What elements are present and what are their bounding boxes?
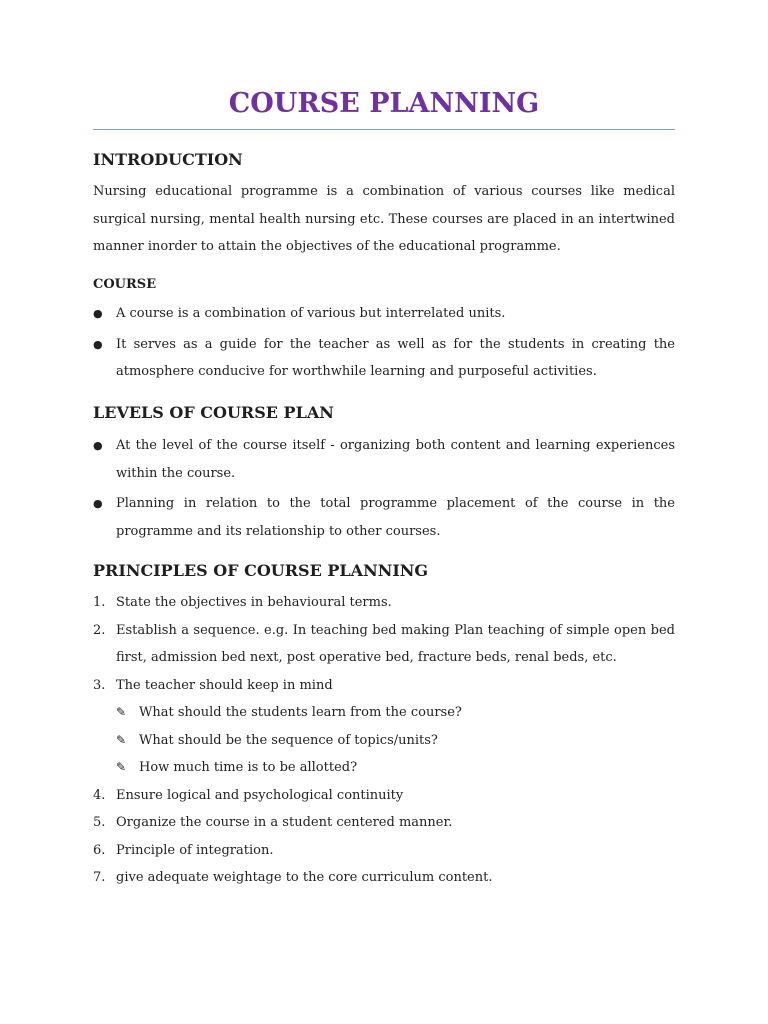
list-item — [93, 589, 675, 617]
sub-list-item-text: What should the students learn from the course? — [139, 705, 462, 720]
item-number: 4. — [93, 787, 106, 803]
sub-list-item-text: What should be the sequence of topics/units? — [139, 732, 438, 748]
list-item-text: Principle of integration. — [116, 842, 274, 858]
levels-list — [93, 432, 675, 545]
list-item-text: The teacher should keep in mind — [116, 677, 333, 693]
sub-list-item — [93, 699, 675, 727]
item-number: 6. — [93, 842, 106, 858]
list-item-text: State the objectives in behavioural terms. — [116, 595, 392, 610]
list-item — [93, 331, 675, 386]
list-item — [93, 782, 675, 810]
bullet-icon: ● — [93, 337, 103, 351]
list-item-text: A course is a combination of various but interrelated units. — [116, 306, 506, 321]
list-item-text: Organize the course in a student centered manner. — [116, 815, 453, 830]
list-item — [93, 617, 675, 672]
item-number: 2. — [93, 622, 106, 638]
list-item-text: Establish a sequence. e.g. In teaching bed making Plan teaching of simple open bed first, admission bed next, post operative bed, fracture beds, renal beds, etc. — [116, 622, 675, 665]
sub-list-item — [93, 727, 675, 755]
levels-heading: LEVELS OF COURSE PLAN — [93, 403, 334, 422]
item-number: 1. — [93, 595, 106, 610]
list-item — [93, 432, 675, 487]
item-number: 7. — [93, 870, 106, 885]
list-item-text: At the level of the course itself - organizing both content and learning experiences within the course. — [116, 438, 675, 481]
list-item-text: Ensure logical and psychological continuity — [116, 787, 404, 803]
title-divider — [93, 129, 675, 130]
introduction-text: Nursing educational programme is a combination of various courses like medical surgical nursing, mental health nursing etc. These courses are placed in an intertwined manner inorder to attain the objectives of the educational programme. — [93, 184, 675, 254]
pencil-icon: ✎ — [116, 760, 127, 774]
list-item — [93, 837, 675, 865]
pencil-icon: ✎ — [116, 705, 127, 719]
pencil-icon: ✎ — [116, 732, 127, 747]
list-item — [93, 809, 675, 837]
list-item — [93, 490, 675, 545]
sub-list-item-text: How much time is to be allotted? — [139, 760, 358, 775]
principles-list — [93, 589, 675, 892]
list-item — [93, 864, 675, 892]
bullet-icon: ● — [93, 307, 103, 320]
course-heading: COURSE — [93, 277, 157, 292]
page-title: COURSE PLANNING — [228, 88, 540, 119]
item-number: 3. — [93, 677, 106, 693]
list-item — [93, 672, 675, 700]
introduction-heading: INTRODUCTION — [93, 150, 243, 169]
item-number: 5. — [93, 815, 106, 830]
principles-heading: PRINCIPLES OF COURSE PLANNING — [93, 561, 429, 580]
course-list — [93, 300, 675, 386]
list-item-text: It serves as a guide for the teacher as well as for the students in creating the atmosphere conducive for worthwhile learning and purposeful activities. — [116, 336, 675, 379]
list-item-text: Planning in relation to the total programme placement of the course in the programme and its relationship to other courses. — [116, 496, 675, 539]
list-item — [93, 300, 675, 328]
sub-list-item — [93, 754, 675, 782]
bullet-icon: ● — [93, 439, 103, 452]
bullet-icon: ● — [93, 497, 103, 510]
list-item-text: give adequate weightage to the core curriculum content. — [116, 870, 493, 885]
